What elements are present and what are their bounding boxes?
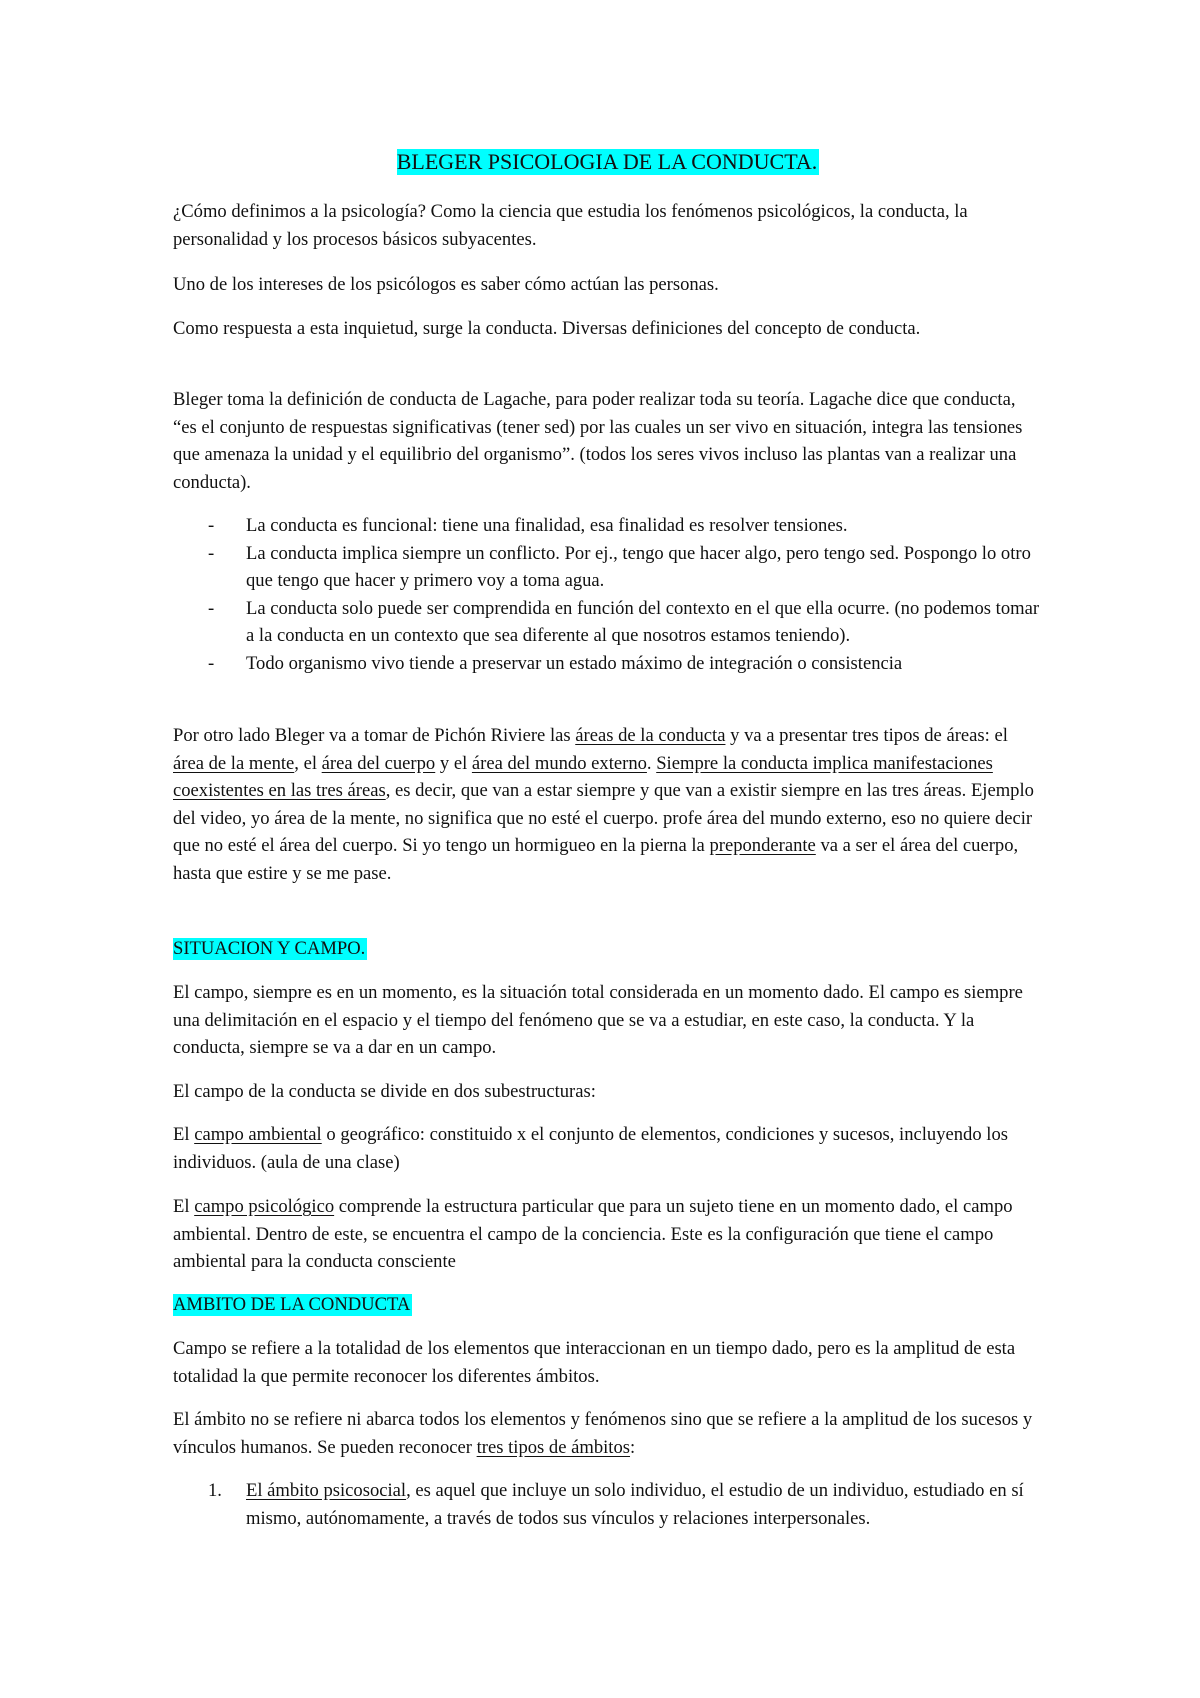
- bullet-marker: -: [208, 652, 215, 674]
- title-highlight: BLEGER PSICOLOGIA DE LA CONDUCTA.: [396, 149, 818, 174]
- underlined-term: preponderante: [709, 835, 816, 857]
- text-run: El: [173, 1196, 195, 1217]
- bullet-marker: -: [208, 515, 215, 536]
- underlined-term: campo ambiental: [194, 1124, 322, 1145]
- campo-psicologico-paragraph: [173, 1193, 1043, 1276]
- bullet-item: [173, 595, 1043, 650]
- underlined-term: Siempre la conducta implica manifestaciones coexistentes en las tres áreas: [173, 752, 993, 802]
- list-item: [173, 1477, 1043, 1532]
- text-run: , es decir, que van a estar siempre y que van a existir siempre en las tres áreas. Ejemplo del video, yo área de la mente, no significa que no esté el cuerpo. profe área del mundo externo, eso no quiere decir que no esté el área del cuerpo. Si yo tengo un hormigueo en la pierna la: [173, 780, 1034, 857]
- list-marker: 1.: [208, 1480, 222, 1501]
- underlined-term: área de la mente: [173, 752, 295, 774]
- underlined-term: campo psicológico: [194, 1196, 335, 1217]
- ambito-paragraph-1: Campo se refiere a la totalidad de los elementos que interaccionan en un tiempo dado, pero es la amplitud de esta totalidad la que permite reconocer los diferentes ámbitos.: [173, 1338, 1016, 1387]
- underlined-term: área del cuerpo: [321, 752, 436, 774]
- intro-paragraph-3: Como respuesta a esta inquietud, surge la conducta. Diversas definiciones del concepto de conducta.: [173, 318, 921, 339]
- underlined-term: área del mundo externo: [471, 752, 647, 774]
- bullet-text: La conducta solo puede ser comprendida en función del contexto en el que ella ocurre. (no podemos tomar a la conducta en un contexto que sea diferente al que nosotros estamos teniendo).: [246, 597, 1040, 647]
- intro-paragraph-2: Uno de los intereses de los psicólogos es saber cómo actúan las personas.: [173, 274, 719, 295]
- text-run: El: [173, 1124, 195, 1145]
- text-run: Por otro lado Bleger va a tomar de Pichón Riviere las: [173, 725, 576, 746]
- document-title: [173, 147, 1043, 177]
- underlined-term: El ámbito psicosocial: [246, 1480, 407, 1501]
- bullet-marker: -: [208, 597, 215, 619]
- intro-paragraph-1: ¿Cómo definimos a la psicología? Como la ciencia que estudia los fenómenos psicológicos, la conducta, la personalidad y los procesos básicos subyacentes.: [173, 201, 968, 250]
- text-run: y va a presentar tres tipos de áreas: el: [725, 725, 1008, 746]
- bullet-text: La conducta es funcional: tiene una finalidad, esa finalidad es resolver tensiones.: [246, 515, 848, 536]
- heading-highlight: AMBITO DE LA CONDUCTA: [173, 1294, 411, 1315]
- situacion-paragraph-2: El campo de la conducta se divide en dos subestructuras:: [173, 1081, 596, 1102]
- section-heading-situacion: [173, 935, 1043, 963]
- bullet-marker: -: [208, 542, 215, 564]
- intro-paragraph-4: Bleger toma la definición de conducta de Lagache, para poder realizar toda su teoría. Lagache dice que conducta, “es el conjunto de respuestas significativas (tener sed) por las cuales un ser vivo en situación, integra las tensiones que amenaza la unidad y el equilibrio del organismo”. (todos los seres vivos incluso las plantas van a realizar una conducta).: [173, 389, 1023, 493]
- text-run: :: [630, 1436, 636, 1458]
- bullet-text: Todo organismo vivo tiende a preservar un estado máximo de integración o consistencia: [246, 652, 903, 674]
- text-run: , el: [294, 752, 322, 774]
- bullet-text: La conducta implica siempre un conflicto. Por ej., tengo que hacer algo, pero tengo sed. Pospongo lo otro que tengo que hacer y primero voy a toma agua.: [246, 542, 1031, 592]
- situacion-paragraph-1: El campo, siempre es en un momento, es la situación total considerada en un momento dado. El campo es siempre una delimitación en el espacio y el tiempo del fenómeno que se va a estudiar, en este caso, la conducta. Y la conducta, siempre se va a dar en un campo.: [173, 982, 1023, 1059]
- text-run: .: [646, 752, 657, 774]
- campo-ambiental-paragraph: [173, 1121, 1043, 1176]
- text-run: o geográfico: constituido x el conjunto de elementos, condiciones y sucesos, incluyendo los individuos. (aula de una clase): [173, 1124, 1008, 1173]
- ambito-paragraph-2: [173, 1406, 1043, 1461]
- bullet-item: [173, 540, 1043, 595]
- underlined-term: áreas de la conducta: [575, 725, 726, 746]
- text-run: , es aquel que incluye un solo individuo, el estudio de un individuo, estudiado en sí mismo, autónomamente, a través de todos sus vínculos y relaciones interpersonales.: [246, 1480, 1024, 1529]
- text-run: comprende la estructura particular que para un sujeto tiene en un momento dado, el campo ambiental. Dentro de este, se encuentra el campo de la conciencia. Este es la configuración que tiene el campo ambiental para la conducta consciente: [173, 1196, 1013, 1273]
- heading-highlight: SITUACION Y CAMPO.: [173, 938, 366, 959]
- text-run: va a ser el área del cuerpo, hasta que estire y se me pase.: [173, 835, 1019, 884]
- section-heading-ambito: [173, 1291, 1043, 1319]
- ambito-numbered-list: [173, 1477, 1043, 1532]
- text-run: y el: [435, 752, 472, 774]
- bullet-list: [173, 512, 1043, 678]
- bullet-item: [173, 650, 1043, 678]
- underlined-term: tres tipos de ámbitos: [476, 1436, 631, 1458]
- text-run: El ámbito no se refiere ni abarca todos los elementos y fenómenos sino que se refiere a la amplitud de los sucesos y vínculos humanos. Se pueden reconocer: [173, 1409, 1033, 1458]
- bullet-item: [173, 512, 1043, 540]
- areas-paragraph: [173, 722, 1043, 888]
